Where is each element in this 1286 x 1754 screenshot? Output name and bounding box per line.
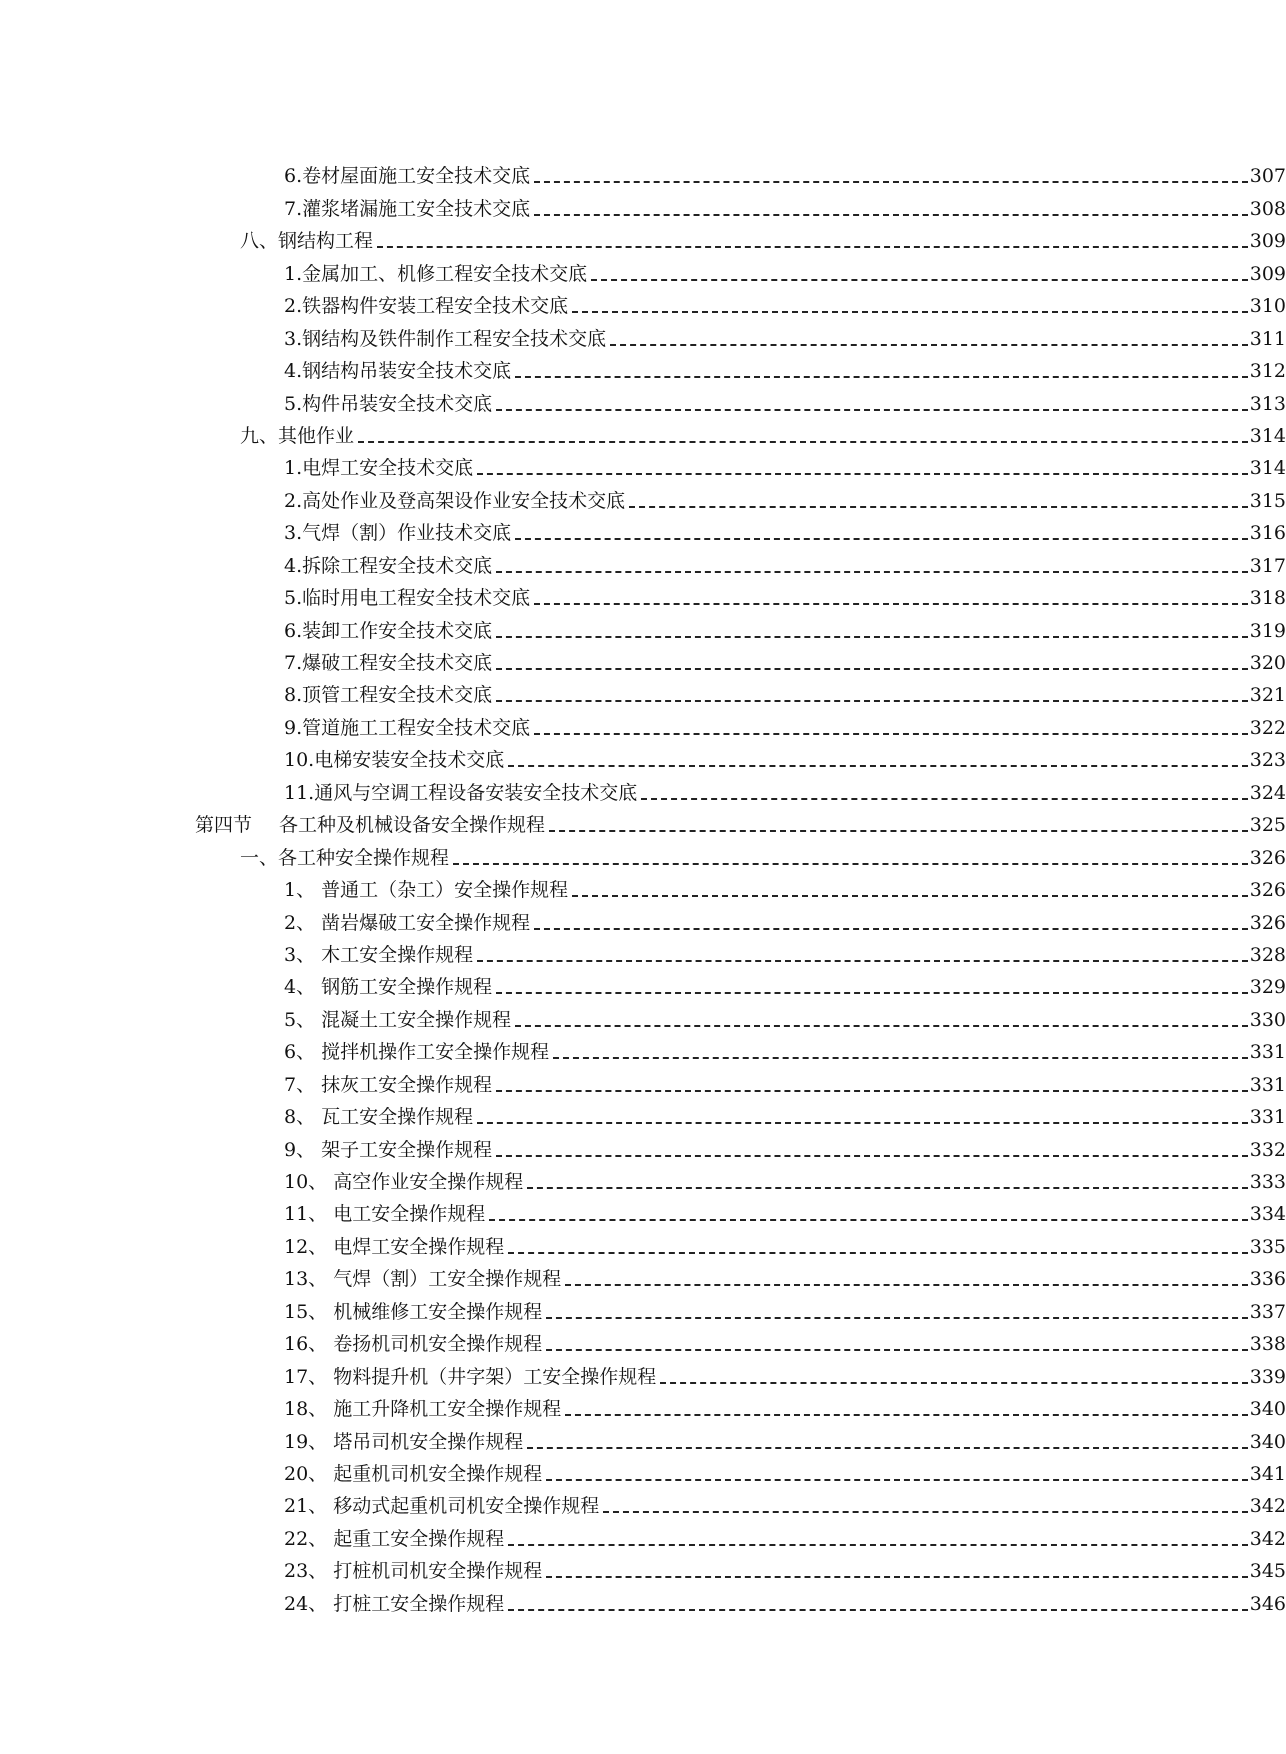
toc-entry[interactable] bbox=[0, 643, 1286, 675]
toc-entry-title: 8、 瓦工安全操作规程 bbox=[284, 1106, 474, 1129]
toc-dot-leader bbox=[377, 246, 1248, 248]
toc-page-number: 340 bbox=[1249, 1398, 1286, 1421]
toc-dot-leader bbox=[496, 1090, 1248, 1092]
toc-dot-leader bbox=[534, 928, 1248, 930]
toc-entry-title: 11、 电工安全操作规程 bbox=[284, 1203, 486, 1226]
toc-entry[interactable] bbox=[0, 1097, 1286, 1129]
toc-entry[interactable] bbox=[0, 221, 1286, 253]
toc-dot-leader bbox=[591, 279, 1248, 281]
toc-entry-title: 7.灌浆堵漏施工安全技术交底 bbox=[284, 197, 531, 220]
toc-dot-leader bbox=[515, 376, 1248, 378]
toc-entry-title: 10、 高空作业安全操作规程 bbox=[284, 1171, 524, 1193]
toc-entry-title: 7、 抹灰工安全操作规程 bbox=[284, 1073, 493, 1096]
toc-page-number: 314 bbox=[1249, 424, 1286, 447]
toc-entry-title: 15、 机械维修工安全操作规程 bbox=[284, 1300, 543, 1323]
toc-dot-leader bbox=[358, 441, 1248, 443]
toc-dot-leader bbox=[453, 863, 1248, 865]
toc-section-label: 第四节 bbox=[195, 814, 253, 837]
toc-page-number: 314 bbox=[1249, 457, 1286, 480]
toc-dot-leader bbox=[527, 1187, 1248, 1189]
toc-entry-title: 3.钢结构及铁件制作工程安全技术交底 bbox=[284, 327, 607, 350]
toc-page-number: 332 bbox=[1249, 1138, 1286, 1161]
toc-entry[interactable] bbox=[0, 1129, 1286, 1161]
toc-dot-leader bbox=[508, 1609, 1248, 1611]
toc-page-number: 310 bbox=[1249, 295, 1286, 318]
toc-page-number: 326 bbox=[1249, 879, 1286, 902]
toc-page-number: 325 bbox=[1249, 814, 1286, 837]
toc-entry[interactable] bbox=[0, 675, 1286, 707]
toc-entry[interactable] bbox=[0, 1162, 1286, 1194]
toc-entry[interactable] bbox=[0, 1486, 1286, 1518]
toc-page-number: 326 bbox=[1249, 911, 1286, 934]
toc-entry[interactable] bbox=[0, 1291, 1286, 1323]
toc-page-number: 324 bbox=[1249, 781, 1286, 804]
toc-page-number: 309 bbox=[1249, 230, 1286, 253]
toc-dot-leader bbox=[477, 960, 1248, 962]
toc-page-number: 341 bbox=[1249, 1462, 1286, 1485]
toc-entry[interactable] bbox=[0, 1389, 1286, 1421]
toc-page-number: 331 bbox=[1249, 1041, 1286, 1064]
toc-page-number: 342 bbox=[1249, 1495, 1286, 1518]
toc-entry-title: 12、 电焊工安全操作规程 bbox=[284, 1235, 505, 1258]
toc-entry[interactable] bbox=[0, 902, 1286, 934]
toc-dot-leader bbox=[477, 1122, 1248, 1124]
toc-entry[interactable] bbox=[0, 999, 1286, 1031]
toc-dot-leader bbox=[546, 1349, 1248, 1351]
toc-entry[interactable] bbox=[0, 1064, 1286, 1096]
toc-entry[interactable] bbox=[0, 383, 1286, 415]
toc-entry-title: 各工种及机械设备安全操作规程 bbox=[279, 814, 546, 837]
toc-dot-leader bbox=[534, 181, 1248, 183]
toc-dot-leader bbox=[527, 1447, 1248, 1449]
toc-page-number: 326 bbox=[1249, 846, 1286, 869]
toc-page-number: 308 bbox=[1249, 197, 1286, 220]
toc-entry-title: 5、 混凝土工安全操作规程 bbox=[284, 1008, 512, 1031]
toc-entry-title: 5.临时用电工程安全技术交底 bbox=[284, 587, 531, 610]
toc-dot-leader bbox=[553, 1057, 1248, 1059]
toc-dot-leader bbox=[508, 765, 1248, 767]
toc-dot-leader bbox=[660, 1382, 1248, 1384]
toc-dot-leader bbox=[565, 1284, 1248, 1286]
toc-page-number: 321 bbox=[1249, 684, 1286, 707]
toc-page-number: 319 bbox=[1249, 619, 1286, 642]
toc-page-number: 345 bbox=[1249, 1560, 1286, 1583]
toc-entry[interactable] bbox=[0, 188, 1286, 220]
toc-entry-title: 九、其他作业 bbox=[240, 424, 355, 447]
toc-entry-title: 17、 物料提升机（井字架）工安全操作规程 bbox=[284, 1365, 657, 1388]
toc-entry[interactable] bbox=[0, 480, 1286, 512]
toc-dot-leader bbox=[496, 636, 1248, 638]
toc-entry-title: 18、 施工升降机工安全操作规程 bbox=[284, 1398, 562, 1421]
toc-page-number: 331 bbox=[1249, 1106, 1286, 1129]
table-of-contents bbox=[0, 156, 1286, 1616]
toc-entry-title: 16、 卷扬机司机安全操作规程 bbox=[284, 1333, 543, 1356]
toc-dot-leader bbox=[546, 1576, 1248, 1578]
toc-entry[interactable] bbox=[0, 1421, 1286, 1453]
toc-entry[interactable] bbox=[0, 1454, 1286, 1486]
toc-page-number: 311 bbox=[1249, 327, 1286, 350]
toc-entry[interactable] bbox=[0, 578, 1286, 610]
toc-entry[interactable] bbox=[0, 448, 1286, 480]
toc-entry-title: 八、钢结构工程 bbox=[240, 230, 374, 253]
toc-entry-title: 4.拆除工程安全技术交底 bbox=[284, 554, 493, 577]
toc-entry[interactable] bbox=[0, 610, 1286, 642]
toc-dot-leader bbox=[603, 1511, 1248, 1513]
toc-page-number: 342 bbox=[1249, 1527, 1286, 1550]
toc-page-number: 339 bbox=[1249, 1365, 1286, 1388]
toc-dot-leader bbox=[572, 311, 1248, 313]
toc-entry[interactable] bbox=[0, 1551, 1286, 1583]
toc-page-number: 330 bbox=[1249, 1008, 1286, 1031]
toc-entry[interactable] bbox=[0, 513, 1286, 545]
toc-entry[interactable] bbox=[0, 416, 1286, 448]
toc-dot-leader bbox=[546, 1479, 1248, 1481]
toc-entry[interactable] bbox=[0, 253, 1286, 285]
toc-entry[interactable] bbox=[0, 837, 1286, 869]
toc-page-number: 329 bbox=[1249, 976, 1286, 999]
toc-page-number: 340 bbox=[1249, 1430, 1286, 1453]
toc-entry[interactable] bbox=[0, 545, 1286, 577]
toc-dot-leader bbox=[496, 668, 1248, 670]
toc-entry-title: 9.管道施工工程安全技术交底 bbox=[284, 716, 531, 739]
toc-page-number: 346 bbox=[1249, 1592, 1286, 1615]
toc-entry-title: 5.构件吊装安全技术交底 bbox=[284, 392, 493, 415]
toc-dot-leader bbox=[534, 603, 1248, 605]
toc-entry-title: 8.顶管工程安全技术交底 bbox=[284, 684, 493, 707]
toc-entry-title: 20、 起重机司机安全操作规程 bbox=[284, 1462, 543, 1485]
toc-entry-title: 1.电焊工安全技术交底 bbox=[284, 457, 474, 480]
toc-entry[interactable] bbox=[0, 286, 1286, 318]
toc-entry[interactable] bbox=[0, 805, 1286, 837]
toc-entry-title: 1、 普通工（杂工）安全操作规程 bbox=[284, 879, 569, 902]
toc-entry[interactable] bbox=[0, 1518, 1286, 1550]
toc-entry-title: 6.卷材屋面施工安全技术交底 bbox=[284, 165, 531, 188]
toc-dot-leader bbox=[496, 409, 1248, 411]
toc-dot-leader bbox=[496, 700, 1248, 702]
toc-entry-title: 2.高处作业及登高架设作业安全技术交底 bbox=[284, 489, 626, 512]
toc-entry[interactable] bbox=[0, 707, 1286, 739]
toc-dot-leader bbox=[496, 571, 1248, 573]
toc-page-number: 312 bbox=[1249, 360, 1286, 383]
toc-entry-title: 7.爆破工程安全技术交底 bbox=[284, 652, 493, 674]
toc-page-number: 318 bbox=[1249, 587, 1286, 610]
toc-entry-title: 10.电梯安装安全技术交底 bbox=[284, 749, 505, 772]
toc-dot-leader bbox=[496, 1155, 1248, 1157]
toc-page-number: 320 bbox=[1249, 652, 1286, 674]
toc-page-number: 313 bbox=[1249, 392, 1286, 415]
toc-page-number: 323 bbox=[1249, 749, 1286, 772]
toc-dot-leader bbox=[629, 506, 1248, 508]
toc-entry[interactable] bbox=[0, 935, 1286, 967]
toc-page-number: 307 bbox=[1249, 165, 1286, 188]
toc-entry-title: 22、 起重工安全操作规程 bbox=[284, 1527, 505, 1550]
toc-dot-leader bbox=[641, 798, 1248, 800]
toc-entry-title: 1.金属加工、机修工程安全技术交底 bbox=[284, 262, 588, 285]
toc-page-number: 331 bbox=[1249, 1073, 1286, 1096]
toc-page-number: 322 bbox=[1249, 716, 1286, 739]
toc-entry-title: 4、 钢筋工安全操作规程 bbox=[284, 976, 493, 999]
toc-entry-title: 24、 打桩工安全操作规程 bbox=[284, 1592, 505, 1615]
toc-dot-leader bbox=[515, 1025, 1248, 1027]
toc-entry-title: 2、 凿岩爆破工安全操作规程 bbox=[284, 911, 531, 934]
toc-dot-leader bbox=[508, 1544, 1248, 1546]
toc-dot-leader bbox=[489, 1219, 1248, 1221]
toc-dot-leader bbox=[549, 830, 1248, 832]
toc-entry[interactable] bbox=[0, 740, 1286, 772]
toc-page-number: 338 bbox=[1249, 1333, 1286, 1356]
toc-dot-leader bbox=[534, 214, 1248, 216]
toc-page-number: 336 bbox=[1249, 1268, 1286, 1291]
toc-entry[interactable] bbox=[0, 967, 1286, 999]
toc-page-number: 316 bbox=[1249, 522, 1286, 545]
toc-entry-title: 11.通风与空调工程设备安装安全技术交底 bbox=[284, 781, 638, 804]
toc-page-number: 337 bbox=[1249, 1300, 1286, 1323]
toc-entry[interactable] bbox=[0, 351, 1286, 383]
toc-dot-leader bbox=[534, 733, 1248, 735]
toc-dot-leader bbox=[515, 538, 1248, 540]
toc-entry[interactable] bbox=[0, 1259, 1286, 1291]
toc-dot-leader bbox=[546, 1317, 1248, 1319]
toc-entry[interactable] bbox=[0, 1324, 1286, 1356]
toc-entry[interactable] bbox=[0, 318, 1286, 350]
toc-page-number: 335 bbox=[1249, 1235, 1286, 1258]
toc-entry-title: 9、 架子工安全操作规程 bbox=[284, 1138, 493, 1161]
toc-entry-title: 3.气焊（割）作业技术交底 bbox=[284, 522, 512, 545]
toc-dot-leader bbox=[508, 1252, 1248, 1254]
toc-entry[interactable] bbox=[0, 1356, 1286, 1388]
toc-entry-title: 3、 木工安全操作规程 bbox=[284, 943, 474, 966]
toc-page-number: 309 bbox=[1249, 262, 1286, 285]
toc-dot-leader bbox=[610, 344, 1248, 346]
toc-entry[interactable] bbox=[0, 1226, 1286, 1258]
toc-dot-leader bbox=[565, 1414, 1248, 1416]
toc-entry[interactable] bbox=[0, 772, 1286, 804]
toc-entry[interactable] bbox=[0, 156, 1286, 188]
toc-page-number: 328 bbox=[1249, 943, 1286, 966]
toc-page-number: 334 bbox=[1249, 1203, 1286, 1226]
toc-entry-title: 2.铁器构件安装工程安全技术交底 bbox=[284, 295, 569, 318]
toc-entry-title: 23、 打桩机司机安全操作规程 bbox=[284, 1560, 543, 1583]
toc-entry-title: 19、 塔吊司机安全操作规程 bbox=[284, 1430, 524, 1453]
toc-entry-title: 6.装卸工作安全技术交底 bbox=[284, 619, 493, 642]
toc-dot-leader bbox=[496, 992, 1248, 994]
toc-page-number: 317 bbox=[1249, 554, 1286, 577]
toc-entry[interactable] bbox=[0, 1583, 1286, 1615]
toc-entry-title: 6、 搅拌机操作工安全操作规程 bbox=[284, 1041, 550, 1064]
toc-entry[interactable] bbox=[0, 1194, 1286, 1226]
toc-entry-title: 4.钢结构吊装安全技术交底 bbox=[284, 360, 512, 383]
toc-dot-leader bbox=[572, 895, 1248, 897]
toc-entry[interactable] bbox=[0, 870, 1286, 902]
toc-page-number: 315 bbox=[1249, 489, 1286, 512]
toc-entry-title: 13、 气焊（割）工安全操作规程 bbox=[284, 1268, 562, 1291]
toc-page-number: 333 bbox=[1249, 1171, 1286, 1193]
toc-entry-title: 一、各工种安全操作规程 bbox=[240, 846, 450, 869]
toc-entry-title: 21、 移动式起重机司机安全操作规程 bbox=[284, 1495, 600, 1518]
toc-dot-leader bbox=[477, 473, 1248, 475]
toc-entry[interactable] bbox=[0, 1032, 1286, 1064]
